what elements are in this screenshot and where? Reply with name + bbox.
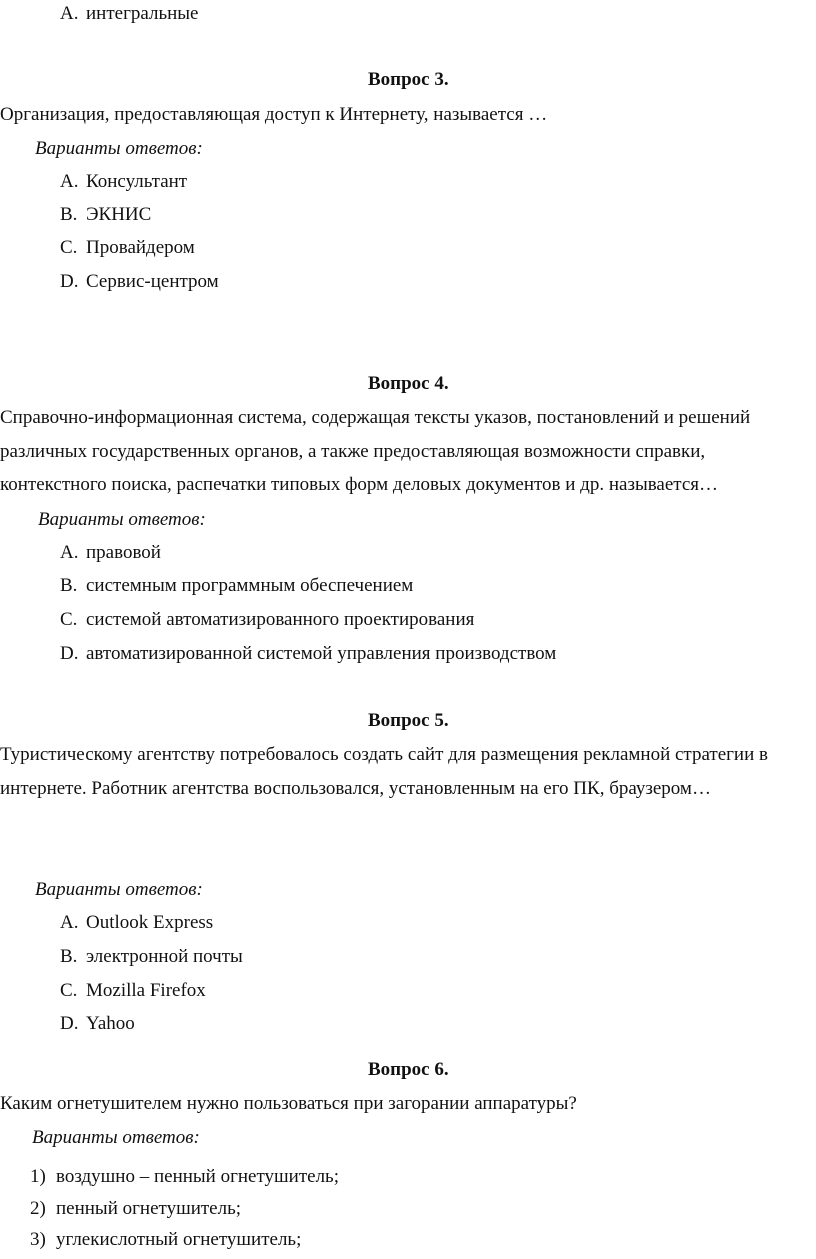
q6-question: Каким огнетушителем нужно пользоваться при загорании аппаратуры? (0, 1093, 577, 1114)
option-text: правовой (86, 542, 161, 563)
option-number: 2) (30, 1198, 46, 1219)
option-letter: C. (60, 980, 78, 1001)
q4-option-b (60, 575, 413, 597)
q4-option-a (60, 542, 161, 564)
option-text: Outlook Express (86, 912, 214, 933)
option-letter: A. (60, 912, 79, 933)
q4-question-line-3: контекстного поиска, распечатки типовых форм деловых документов и др. называется… (0, 474, 719, 495)
option-text: Mozilla Firefox (86, 980, 206, 1001)
option-letter: D. (60, 271, 79, 292)
q6-option-1 (30, 1166, 339, 1188)
option-text: пенный огнетушитель; (56, 1198, 242, 1219)
option-text: системным программным обеспечением (86, 575, 414, 596)
option-letter: A. (60, 3, 79, 24)
q5-question-line-1: Туристическому агентству потребовалось создать сайт для размещения рекламной стратегии в (0, 744, 768, 765)
q3-question: Организация, предоставляющая доступ к Интернету, называется … (0, 104, 548, 125)
q5-question-line-2: интернете. Работник агентства воспользовался, установленным на его ПК, браузером… (0, 778, 711, 799)
option-text: углекислотный огнетушитель; (56, 1229, 302, 1250)
option-letter: C. (60, 237, 78, 258)
option-text: Yahoo (86, 1013, 135, 1034)
option-number: 1) (30, 1166, 46, 1187)
q4-question-line-1: Справочно-информационная система, содержащая тексты указов, постановлений и решений (0, 407, 751, 428)
option-letter: A. (60, 542, 79, 563)
q3-option-a (60, 171, 187, 193)
q3-variants-label: Варианты ответов: (35, 138, 203, 159)
option-text: воздушно – пенный огнетушитель; (56, 1166, 339, 1187)
option-letter: A. (60, 171, 79, 192)
q4-option-c (60, 609, 474, 631)
q3-heading: Вопрос 3. (368, 69, 449, 90)
q4-heading: Вопрос 4. (368, 373, 449, 394)
q3-option-b (60, 204, 151, 226)
option-text: автоматизированной системой управления производством (86, 643, 557, 664)
option-letter: B. (60, 946, 78, 967)
q3-option-c (60, 237, 195, 259)
q5-variants-label: Варианты ответов: (35, 879, 203, 900)
q5-option-a (60, 912, 213, 934)
q6-option-3 (30, 1229, 301, 1251)
q5-option-c (60, 980, 206, 1002)
option-text: Сервис-центром (86, 271, 219, 292)
option-text: Провайдером (86, 237, 195, 258)
option-text: электронной почты (86, 946, 243, 967)
q6-variants-label: Варианты ответов: (32, 1127, 200, 1148)
option-text: ЭКНИС (86, 204, 152, 225)
q4-option-d (60, 643, 556, 665)
q5-option-d (60, 1013, 135, 1035)
q5-option-b (60, 946, 243, 968)
option-letter: B. (60, 204, 78, 225)
q5-heading: Вопрос 5. (368, 710, 449, 731)
option-text: Консультант (86, 171, 188, 192)
q4-question-line-2: различных государственных органов, а также предоставляющая возможности справки, (0, 441, 706, 462)
q6-option-2 (30, 1198, 241, 1220)
option-letter: D. (60, 1013, 79, 1034)
option-number: 3) (30, 1229, 46, 1250)
option-letter: B. (60, 575, 78, 596)
q4-variants-label: Варианты ответов: (38, 509, 206, 530)
option-text: системой автоматизированного проектирования (86, 609, 475, 630)
option-letter: D. (60, 643, 79, 664)
q2-option-a (60, 3, 198, 25)
q3-option-d (60, 271, 219, 293)
option-text: интегральные (86, 3, 199, 24)
q6-heading: Вопрос 6. (368, 1059, 449, 1080)
option-letter: C. (60, 609, 78, 630)
